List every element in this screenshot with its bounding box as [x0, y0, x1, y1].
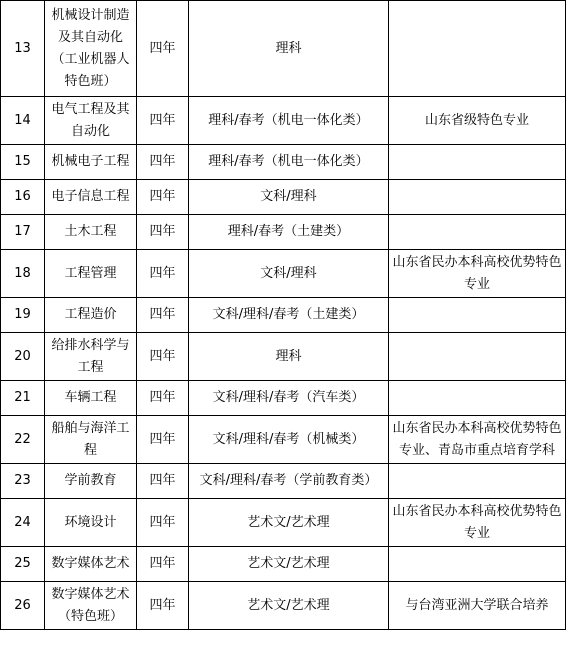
study-years: 四年 — [137, 298, 189, 333]
study-years: 四年 — [137, 333, 189, 381]
table-row — [1, 381, 566, 416]
remark — [389, 333, 566, 381]
table-row — [1, 215, 566, 250]
row-number: 21 — [1, 381, 45, 416]
study-years: 四年 — [137, 1, 189, 97]
study-years: 四年 — [137, 97, 189, 145]
table-row — [1, 250, 566, 298]
subject-category: 文科/理科/春考（机械类） — [189, 416, 389, 464]
remark — [389, 381, 566, 416]
remark: 山东省民办本科高校优势特色专业 — [389, 499, 566, 547]
table-row — [1, 547, 566, 582]
study-years: 四年 — [137, 416, 189, 464]
subject-category: 理科/春考（机电一体化类） — [189, 97, 389, 145]
major-name: 工程管理 — [45, 250, 137, 298]
row-number: 20 — [1, 333, 45, 381]
major-name: 机械电子工程 — [45, 145, 137, 180]
remark — [389, 180, 566, 215]
table-row — [1, 464, 566, 499]
table-row — [1, 298, 566, 333]
major-name: 土木工程 — [45, 215, 137, 250]
table-row — [1, 416, 566, 464]
subject-category: 文科/理科/春考（汽车类） — [189, 381, 389, 416]
remark: 山东省级特色专业 — [389, 97, 566, 145]
row-number: 13 — [1, 1, 45, 97]
major-name: 船舶与海洋工程 — [45, 416, 137, 464]
study-years: 四年 — [137, 215, 189, 250]
remark — [389, 1, 566, 97]
study-years: 四年 — [137, 464, 189, 499]
row-number: 18 — [1, 250, 45, 298]
remark: 与台湾亚洲大学联合培养 — [389, 582, 566, 630]
subject-category: 理科 — [189, 1, 389, 97]
subject-category: 理科/春考（土建类） — [189, 215, 389, 250]
subject-category: 艺术文/艺术理 — [189, 582, 389, 630]
major-name: 数字媒体艺术（特色班） — [45, 582, 137, 630]
table-row — [1, 333, 566, 381]
table-row — [1, 180, 566, 215]
remark — [389, 464, 566, 499]
major-name: 车辆工程 — [45, 381, 137, 416]
study-years: 四年 — [137, 250, 189, 298]
remark — [389, 547, 566, 582]
row-number: 19 — [1, 298, 45, 333]
remark: 山东省民办本科高校优势特色专业 — [389, 250, 566, 298]
row-number: 17 — [1, 215, 45, 250]
row-number: 26 — [1, 582, 45, 630]
major-name: 电子信息工程 — [45, 180, 137, 215]
table-row — [1, 145, 566, 180]
study-years: 四年 — [137, 180, 189, 215]
table-row — [1, 1, 566, 97]
subject-category: 文科/理科 — [189, 180, 389, 215]
subject-category: 理科/春考（机电一体化类） — [189, 145, 389, 180]
major-name: 工程造价 — [45, 298, 137, 333]
row-number: 23 — [1, 464, 45, 499]
row-number: 16 — [1, 180, 45, 215]
remark: 山东省民办本科高校优势特色专业、青岛市重点培育学科 — [389, 416, 566, 464]
study-years: 四年 — [137, 145, 189, 180]
subject-category: 文科/理科/春考（学前教育类） — [189, 464, 389, 499]
major-name: 给排水科学与工程 — [45, 333, 137, 381]
remark — [389, 298, 566, 333]
study-years: 四年 — [137, 381, 189, 416]
subject-category: 理科 — [189, 333, 389, 381]
subject-category: 文科/理科 — [189, 250, 389, 298]
subject-category: 文科/理科/春考（土建类） — [189, 298, 389, 333]
subject-category: 艺术文/艺术理 — [189, 499, 389, 547]
table-row — [1, 582, 566, 630]
major-name: 电气工程及其自动化 — [45, 97, 137, 145]
remark — [389, 145, 566, 180]
row-number: 22 — [1, 416, 45, 464]
study-years: 四年 — [137, 547, 189, 582]
study-years: 四年 — [137, 582, 189, 630]
subject-category: 艺术文/艺术理 — [189, 547, 389, 582]
remark — [389, 215, 566, 250]
row-number: 24 — [1, 499, 45, 547]
row-number: 14 — [1, 97, 45, 145]
row-number: 15 — [1, 145, 45, 180]
table-row — [1, 499, 566, 547]
study-years: 四年 — [137, 499, 189, 547]
row-number: 25 — [1, 547, 45, 582]
major-name: 环境设计 — [45, 499, 137, 547]
major-name: 数字媒体艺术 — [45, 547, 137, 582]
table-row — [1, 97, 566, 145]
major-name: 学前教育 — [45, 464, 137, 499]
major-name: 机械设计制造及其自动化（工业机器人特色班） — [45, 1, 137, 97]
